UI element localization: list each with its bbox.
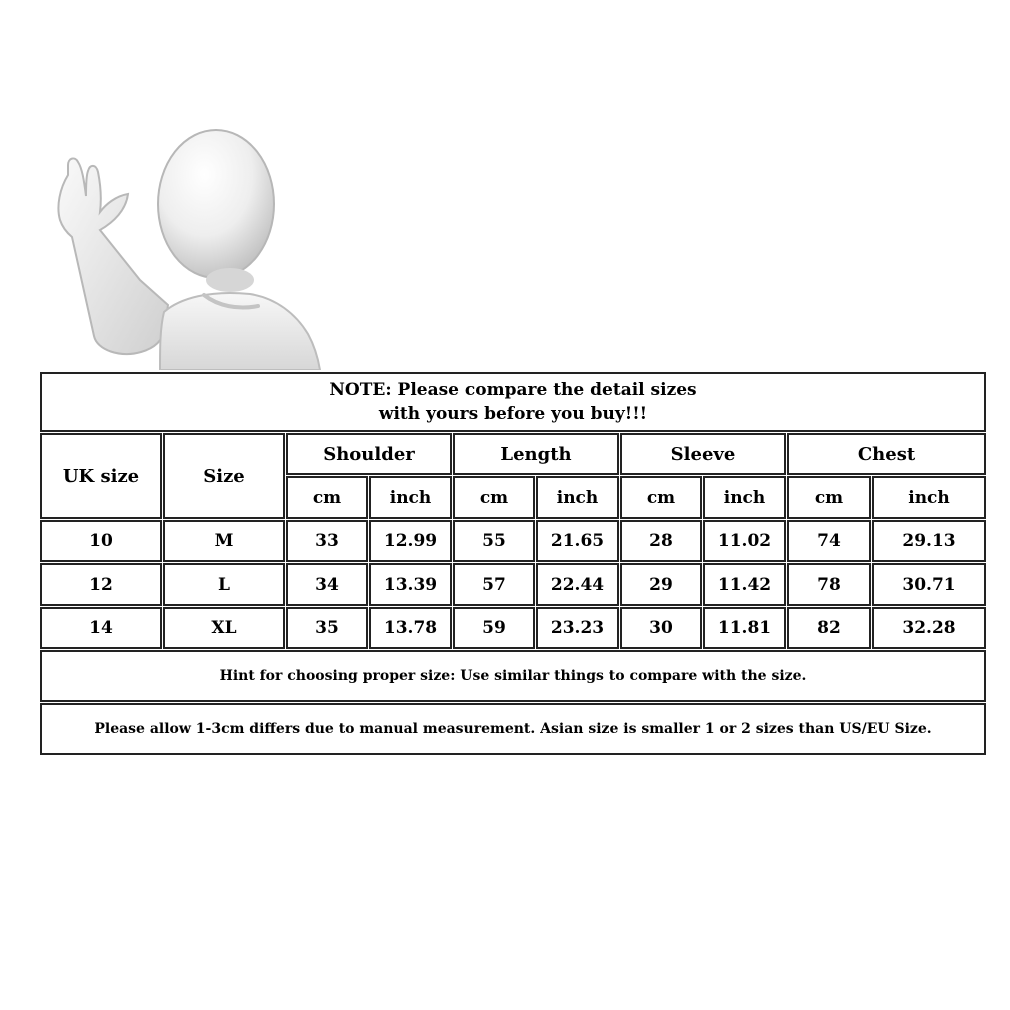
waving-person-illustration	[40, 120, 340, 370]
row-10-shoulder-cm: 33	[286, 520, 368, 562]
row-12-length-cm: 57	[453, 563, 535, 606]
subheader-length-inch: inch	[536, 476, 619, 519]
row-14-shoulder-inch: 13.78	[369, 607, 452, 649]
row-14-length-inch: 23.23	[536, 607, 619, 649]
row-10-shoulder-inch: 12.99	[369, 520, 452, 562]
subheader-sleeve-inch: inch	[703, 476, 786, 519]
row-14-sleeve-inch: 11.81	[703, 607, 786, 649]
subheader-chest-cm: cm	[787, 476, 871, 519]
row-12-size: L	[163, 563, 285, 606]
note-line-1: NOTE: Please compare the detail sizes	[329, 380, 697, 400]
row-12-shoulder-inch: 13.39	[369, 563, 452, 606]
hint-box: Hint for choosing proper size: Use similar things to compare with the size.	[40, 650, 986, 702]
subheader-shoulder-inch: inch	[369, 476, 452, 519]
header-sleeve: Sleeve	[620, 433, 786, 475]
torso	[160, 293, 320, 370]
row-12-shoulder-cm: 34	[286, 563, 368, 606]
row-12-uk: 12	[40, 563, 162, 606]
row-10-chest-cm: 74	[787, 520, 871, 562]
subheader-length-cm: cm	[453, 476, 535, 519]
row-14-sleeve-cm: 30	[620, 607, 702, 649]
row-12-length-inch: 22.44	[536, 563, 619, 606]
head	[158, 130, 274, 292]
header-size: Size	[163, 433, 285, 519]
row-12-sleeve-inch: 11.42	[703, 563, 786, 606]
note-box	[40, 372, 986, 432]
header-uk-size: UK size	[40, 433, 162, 519]
row-14-size: XL	[163, 607, 285, 649]
row-10-length-cm: 55	[453, 520, 535, 562]
row-10-size: M	[163, 520, 285, 562]
subheader-shoulder-cm: cm	[286, 476, 368, 519]
row-10-chest-inch: 29.13	[872, 520, 986, 562]
row-14-shoulder-cm: 35	[286, 607, 368, 649]
waving-person-icon	[40, 120, 340, 370]
header-shoulder: Shoulder	[286, 433, 452, 475]
header-length: Length	[453, 433, 619, 475]
row-10-sleeve-cm: 28	[620, 520, 702, 562]
subheader-chest-inch: inch	[872, 476, 986, 519]
row-12-sleeve-cm: 29	[620, 563, 702, 606]
hand-and-arm	[58, 158, 168, 354]
row-12-chest-cm: 78	[787, 563, 871, 606]
row-12-chest-inch: 30.71	[872, 563, 986, 606]
row-14-chest-inch: 32.28	[872, 607, 986, 649]
size-chart	[40, 372, 986, 758]
row-14-length-cm: 59	[453, 607, 535, 649]
header-chest: Chest	[787, 433, 986, 475]
note-line-2: with yours before you buy!!!	[378, 404, 648, 424]
row-10-uk: 10	[40, 520, 162, 562]
row-10-length-inch: 21.65	[536, 520, 619, 562]
row-14-uk: 14	[40, 607, 162, 649]
row-14-chest-cm: 82	[787, 607, 871, 649]
row-10-sleeve-inch: 11.02	[703, 520, 786, 562]
subheader-sleeve-cm: cm	[620, 476, 702, 519]
disclaimer-box: Please allow 1-3cm differs due to manual measurement. Asian size is smaller 1 or 2 sizes than US/EU Size.	[40, 703, 986, 755]
